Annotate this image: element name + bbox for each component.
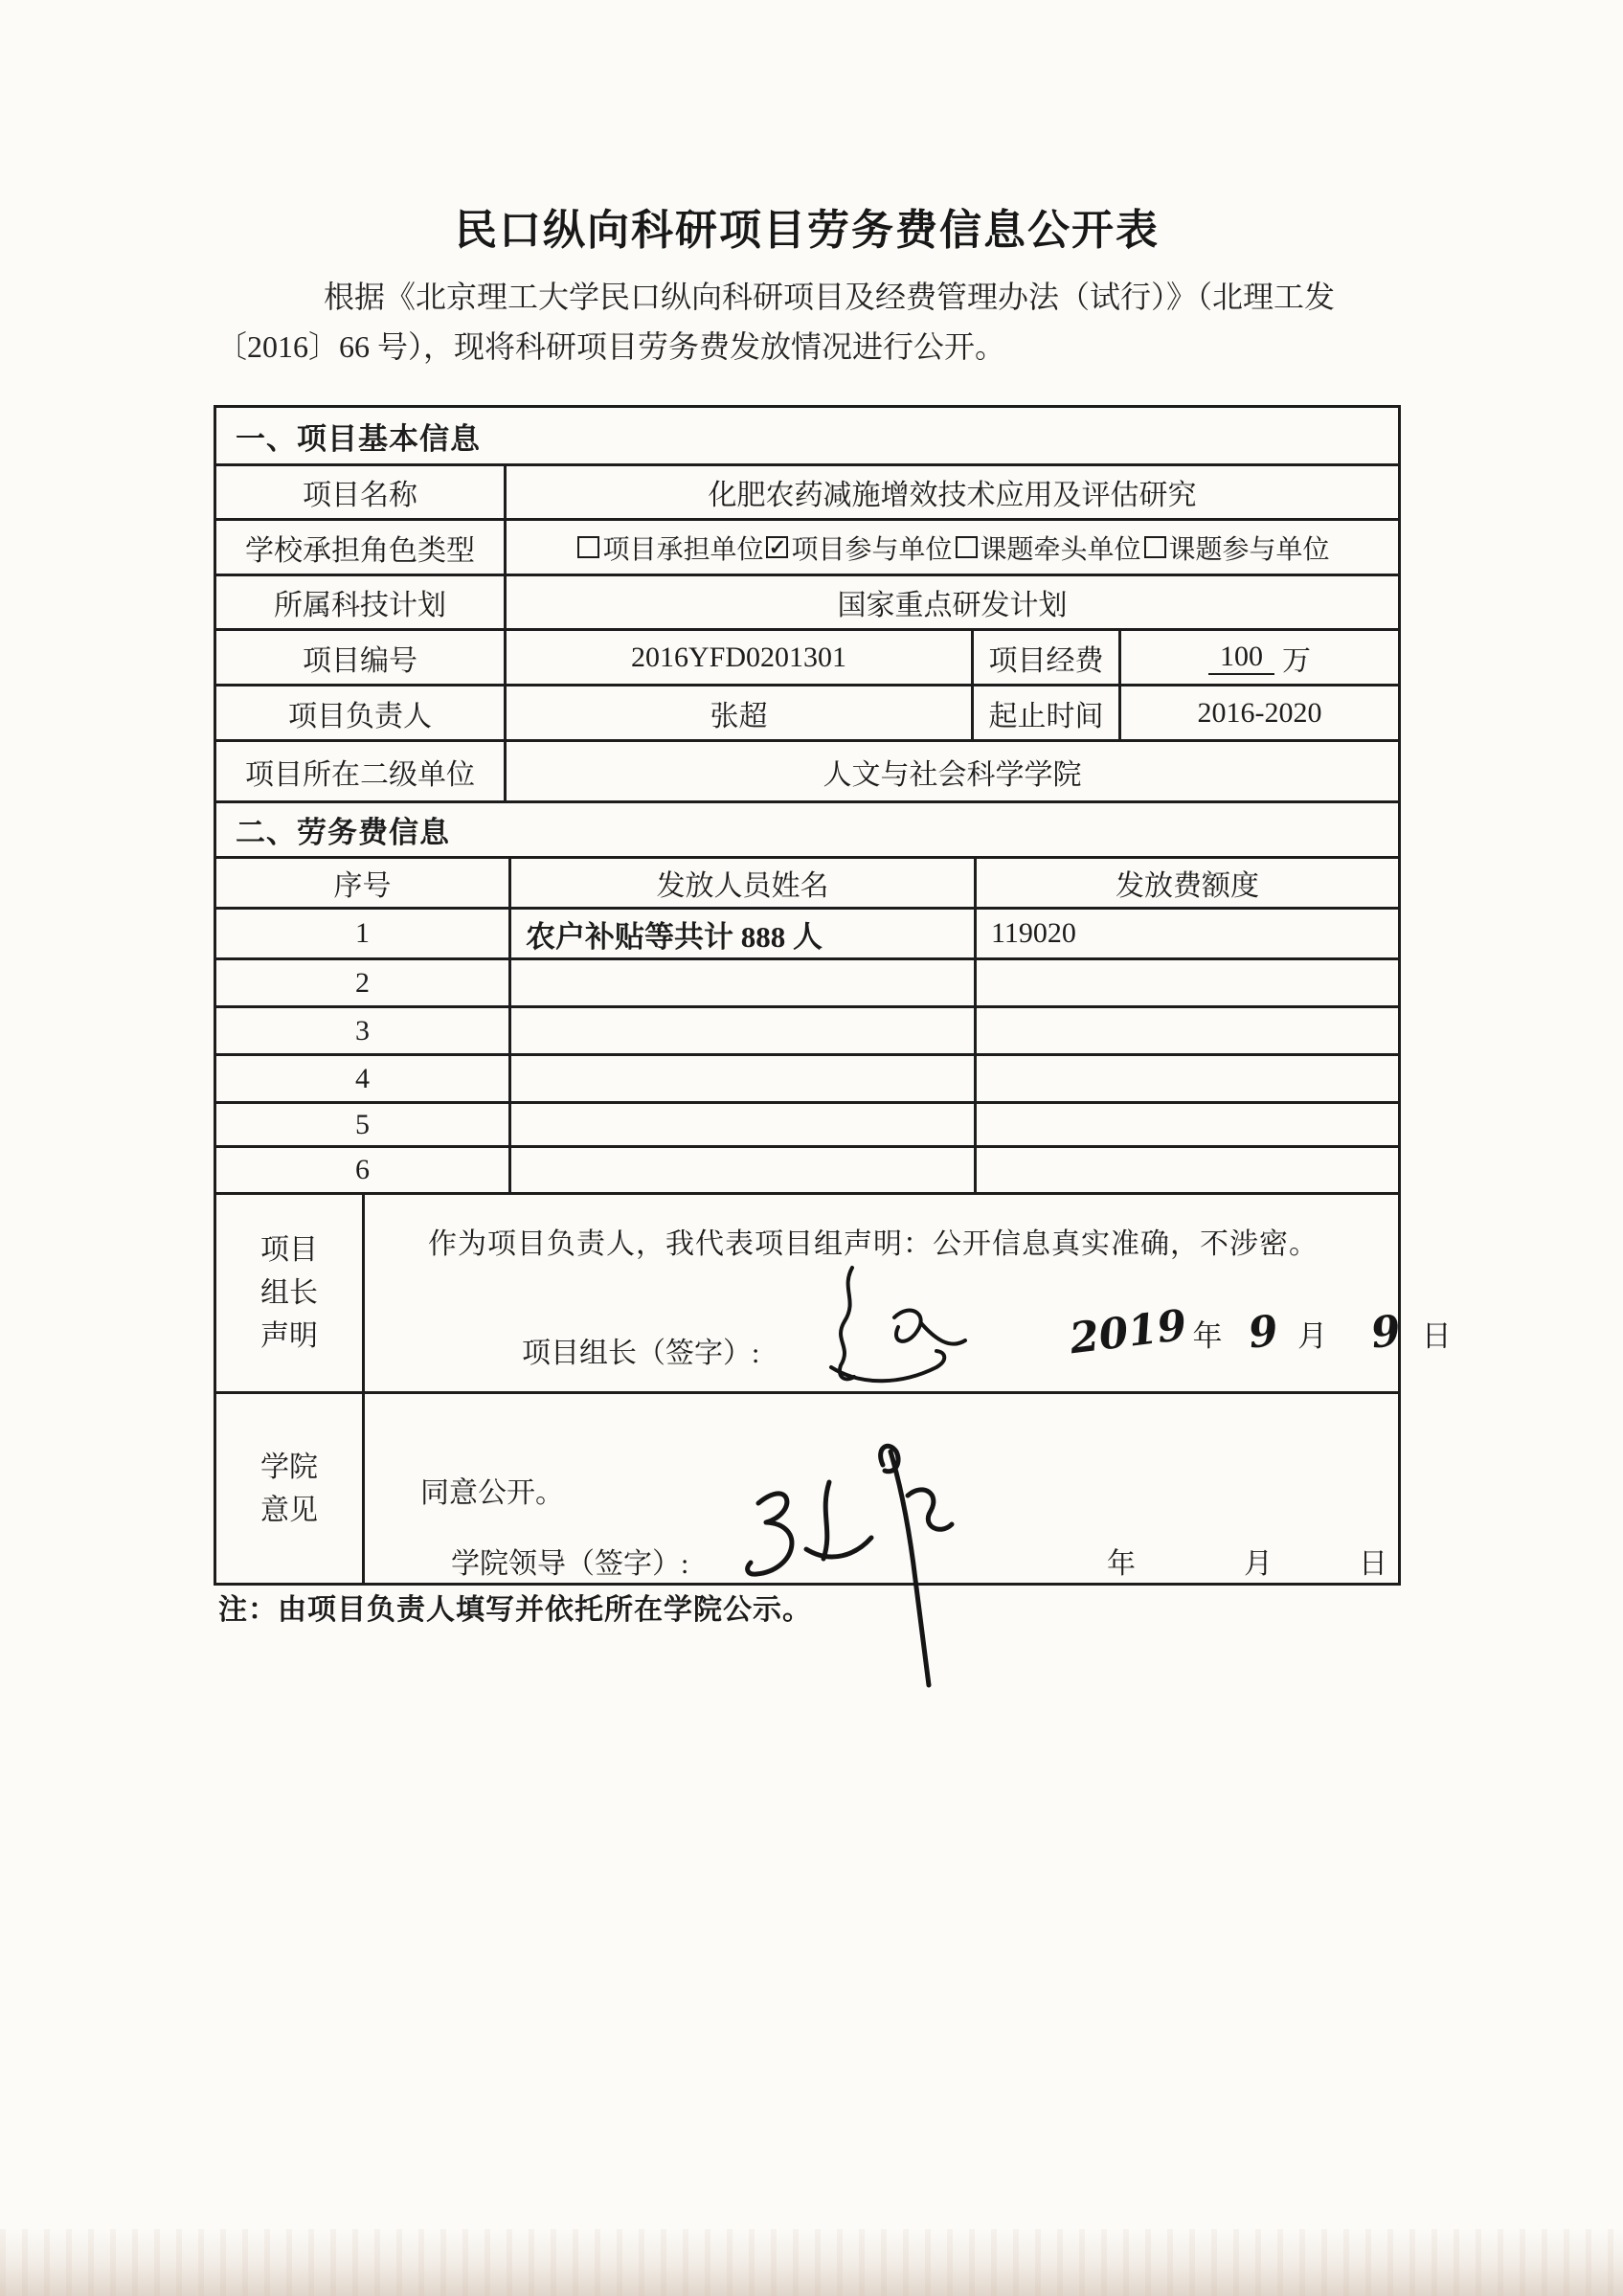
college-opinion-row <box>216 1391 1398 1583</box>
program-value: 国家重点研发计划 <box>504 576 1398 628</box>
table-row <box>216 1145 1398 1192</box>
pi-declaration-content <box>362 1195 1452 1391</box>
intro-line-1: 根据《北京理工大学民口纵向科研项目及经费管理办法（试行）》（北理工发 <box>324 280 1336 314</box>
column-header-amount: 发放费额度 <box>974 859 1398 907</box>
month-unit: 月 <box>1297 1319 1328 1353</box>
day-unit: 日 <box>1421 1319 1452 1353</box>
row-name <box>508 1148 974 1192</box>
row-no: 2 <box>355 966 370 999</box>
dept-value: 人文与社会科学学院 <box>504 742 1398 800</box>
row-amount <box>974 1104 1398 1145</box>
dept-row <box>216 739 1398 800</box>
table-row <box>216 907 1398 957</box>
role-option-2 <box>763 529 952 567</box>
project-no-budget-row <box>216 628 1398 684</box>
row-no: 3 <box>355 1014 370 1047</box>
month-unit: 月 <box>1244 1548 1273 1580</box>
table-row <box>216 1053 1398 1101</box>
role-type-label: 学校承担角色类型 <box>245 534 475 567</box>
row-no: 6 <box>355 1154 370 1185</box>
program-row <box>216 574 1398 628</box>
opinion-statement: 同意公开。 <box>420 1477 564 1509</box>
role-option-1 <box>575 529 763 567</box>
handwritten-month: 9 <box>1246 1306 1282 1359</box>
labor-fee-columns-row <box>216 856 1398 907</box>
form-table <box>214 405 1452 1586</box>
row-name <box>508 960 974 1005</box>
pi-period-row <box>216 684 1398 739</box>
section1-header: 一、项目基本信息 <box>236 421 481 456</box>
table-row <box>216 1005 1398 1053</box>
college-sign-label: 学院领导（签字）: <box>451 1548 689 1580</box>
checkbox-unchecked <box>956 536 978 558</box>
section2-header-row <box>216 800 1398 856</box>
row-name <box>508 1104 974 1145</box>
page-title: 民口纵向科研项目劳务费信息公开表 <box>455 207 1160 254</box>
dept-label: 项目所在二级单位 <box>245 758 475 791</box>
intro-line-2: 〔2016〕66 号），现将科研项目劳务费发放情况进行公开。 <box>216 329 1006 364</box>
row-no: 5 <box>355 1108 370 1140</box>
project-no-label: 项目编号 <box>303 644 417 677</box>
budget-amount: 100 <box>1208 641 1274 675</box>
row-no: 4 <box>355 1062 370 1094</box>
table-row <box>216 957 1398 1005</box>
checkbox-unchecked <box>1144 536 1166 558</box>
role-option-4 <box>1141 529 1330 567</box>
checkbox-checked: ✓ <box>766 536 788 558</box>
pi-declaration-label <box>216 1195 362 1391</box>
role-option-2-label: 项目参与单位 <box>791 534 953 565</box>
pi-value: 张超 <box>504 687 971 739</box>
project-name-row <box>216 463 1398 518</box>
pi-sign-label: 项目组长（签字）: <box>522 1338 760 1369</box>
intro-paragraph <box>216 272 1413 371</box>
handwritten-year: 2019 <box>1067 1300 1190 1364</box>
row-amount: 119020 <box>974 910 1398 957</box>
row-amount <box>974 1008 1398 1053</box>
row-amount <box>974 960 1398 1005</box>
role-option-4-label: 课题参与单位 <box>1168 534 1330 565</box>
budget-label: 项目经费 <box>971 631 1118 684</box>
year-unit: 年 <box>1192 1319 1223 1353</box>
role-type-row <box>216 518 1398 574</box>
period-value: 2016-2020 <box>1118 687 1398 739</box>
college-opinion-content <box>362 1394 1398 1583</box>
college-opinion-label-text: 学院 意见 <box>260 1451 318 1526</box>
pi-declaration-row <box>216 1192 1452 1391</box>
row-name <box>508 1056 974 1101</box>
section2-header: 二、劳务费信息 <box>236 816 450 849</box>
pi-label: 项目负责人 <box>288 700 432 732</box>
column-header-name: 发放人员姓名 <box>508 859 974 907</box>
footnote: 注：由项目负责人填写并依托所在学院公示。 <box>218 1594 812 1626</box>
row-amount <box>974 1148 1398 1192</box>
project-name-value: 化肥农药减施增效技术应用及评估研究 <box>504 466 1398 518</box>
handwritten-day: 9 <box>1368 1306 1404 1359</box>
role-option-3 <box>953 529 1141 567</box>
year-unit: 年 <box>1107 1548 1136 1580</box>
budget-value-cell <box>1118 631 1398 684</box>
row-no: 1 <box>355 917 370 949</box>
row-name <box>508 1008 974 1053</box>
program-label: 所属科技计划 <box>274 590 446 621</box>
day-unit: 日 <box>1359 1548 1387 1580</box>
project-no-value: 2016YFD0201301 <box>504 631 971 684</box>
checkbox-unchecked <box>577 536 599 558</box>
scan-edge-artifact <box>0 2229 1623 2296</box>
period-label: 起止时间 <box>971 687 1118 739</box>
role-option-3-label: 课题牵头单位 <box>980 534 1141 565</box>
pi-declaration-label-text: 项目 组长 声明 <box>260 1234 318 1352</box>
column-header-no: 序号 <box>333 870 392 902</box>
row-amount <box>974 1056 1398 1101</box>
table-row <box>216 1101 1398 1145</box>
row-name: 农户补贴等共计 888 人 <box>508 910 974 957</box>
section1-header-row <box>216 408 1398 463</box>
budget-unit: 万 <box>1282 644 1311 677</box>
role-option-1-label: 项目承担单位 <box>602 534 764 565</box>
declaration-date <box>1067 1300 1452 1364</box>
declaration-statement: 作为项目负责人，我代表项目组声明：公开信息真实准确，不涉密。 <box>428 1228 1319 1260</box>
college-opinion-label <box>216 1394 362 1583</box>
role-type-options <box>504 521 1398 574</box>
project-name-label: 项目名称 <box>303 480 417 511</box>
